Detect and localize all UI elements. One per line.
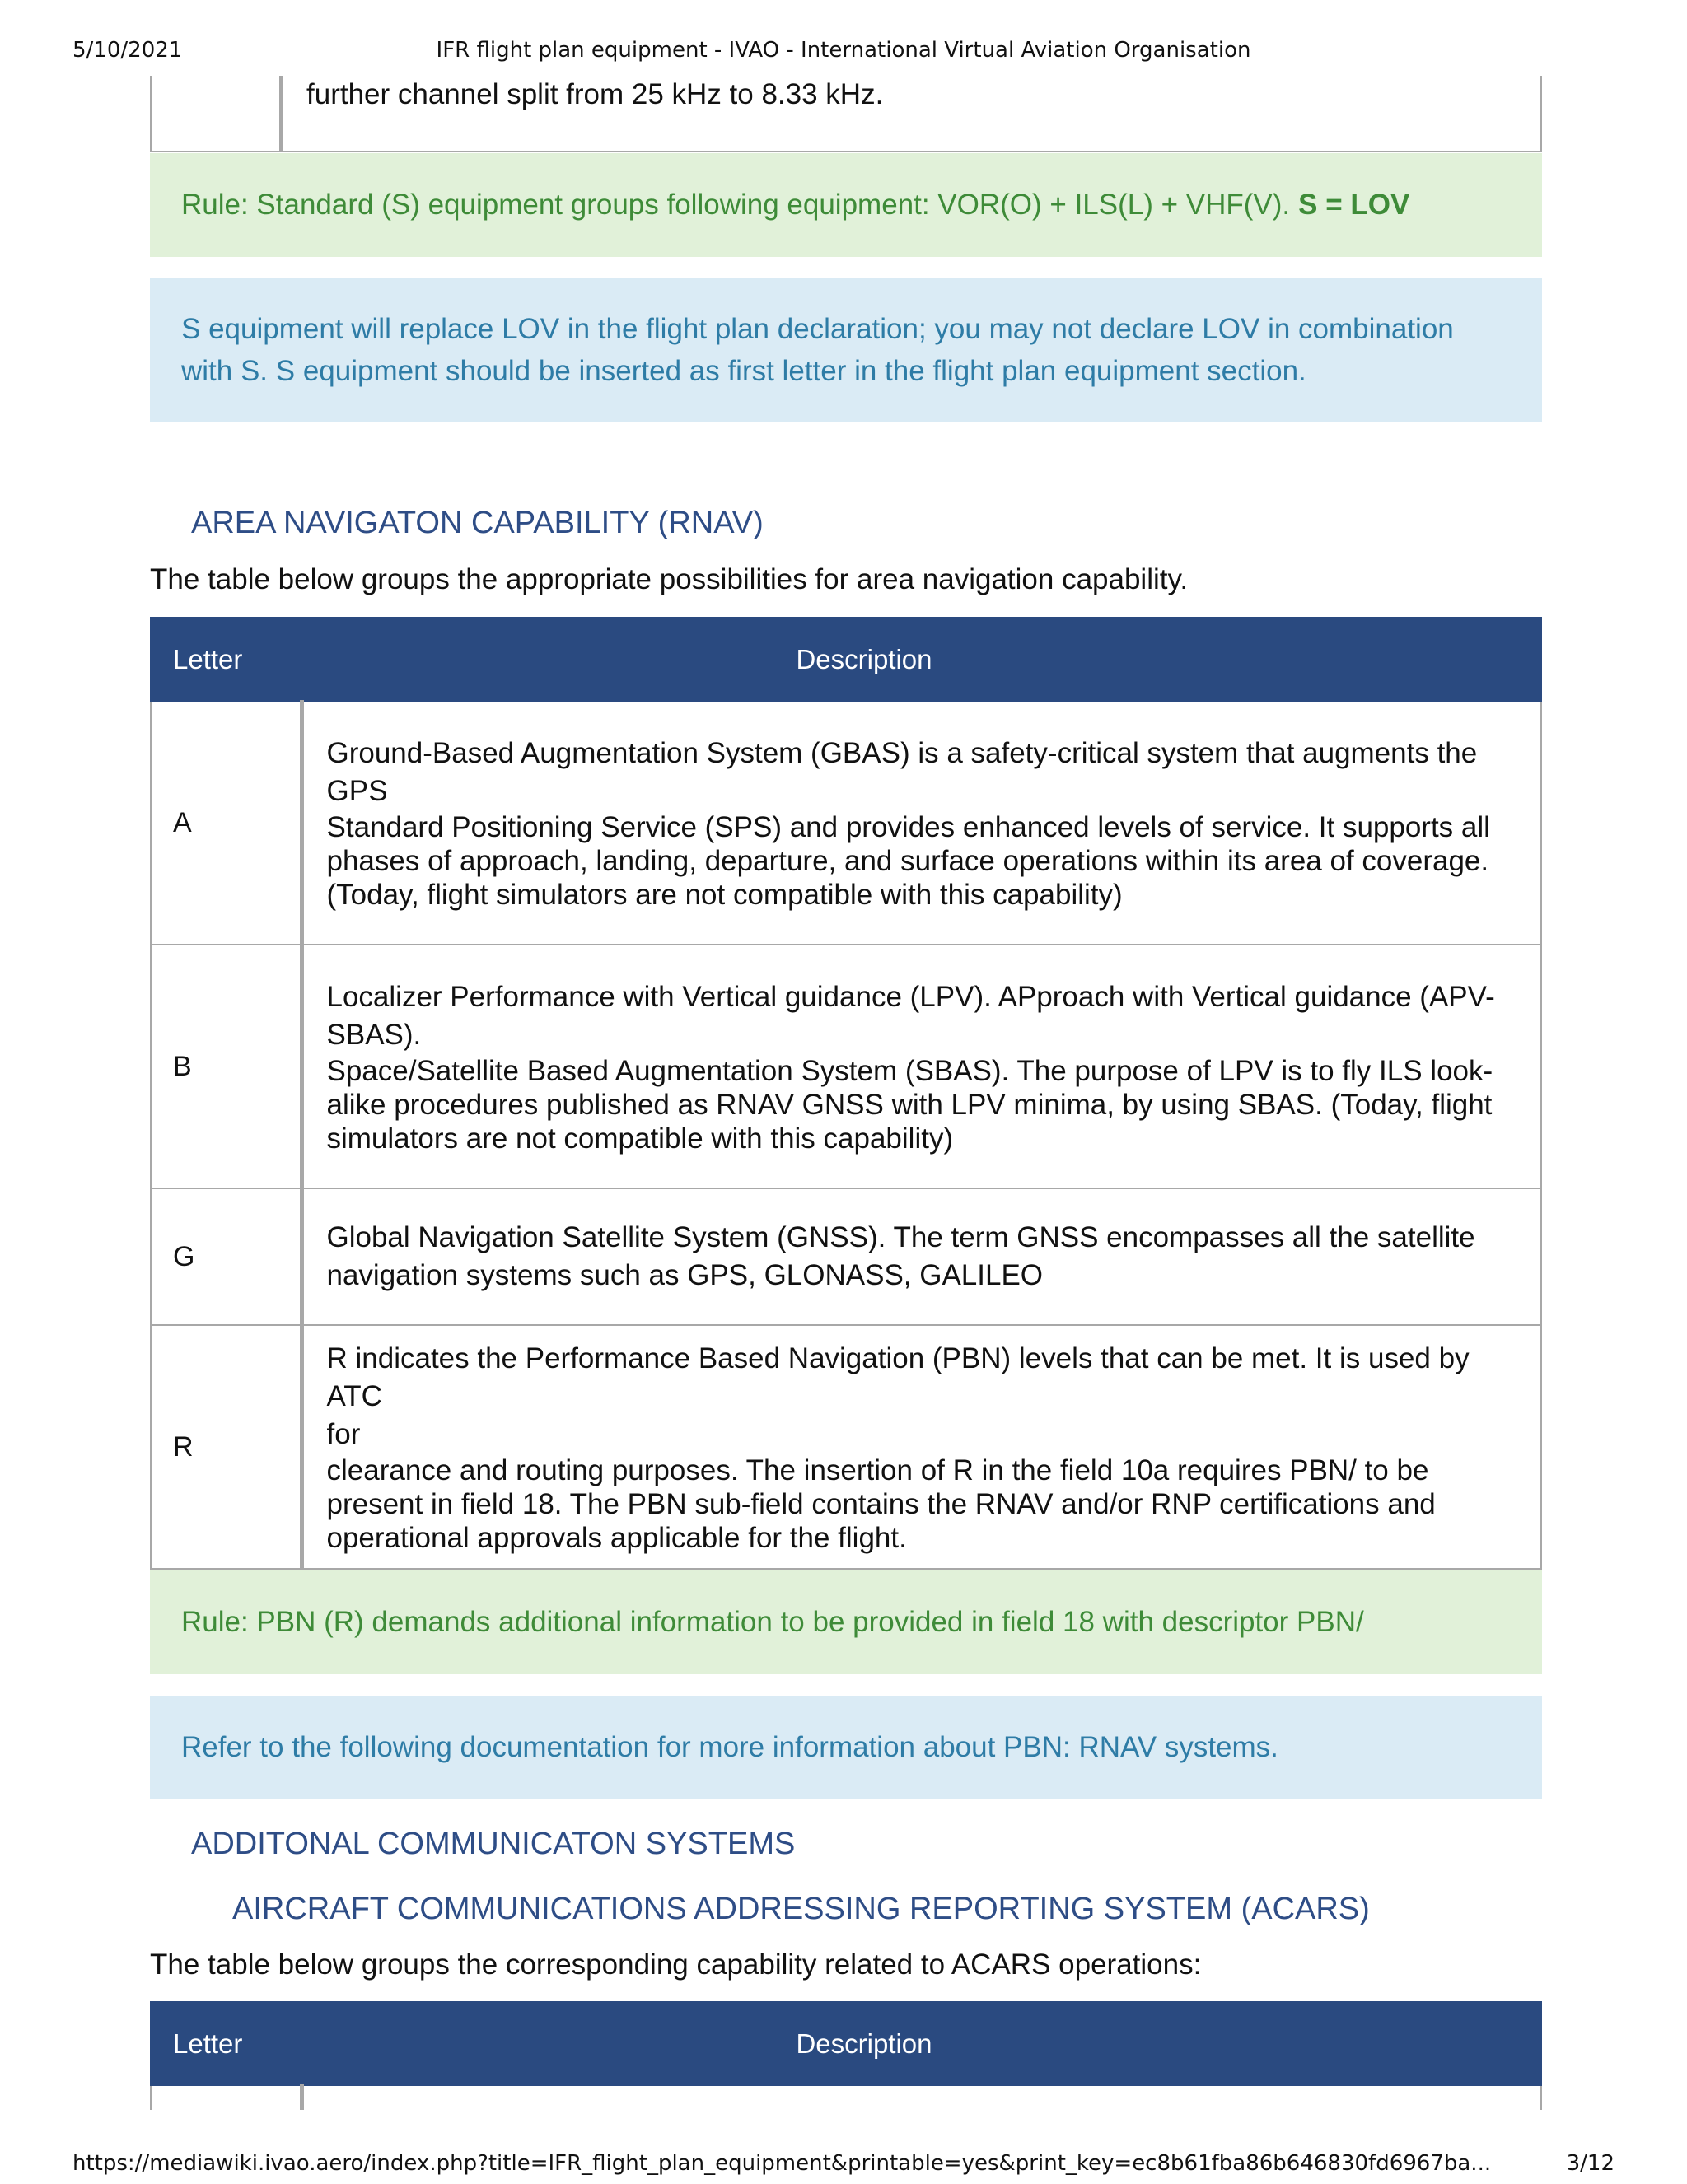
- description-line: clearance and routing purposes. The insertion of R in the field 10a requires PBN/ to be: [326, 1454, 1429, 1486]
- table-cell-letter: [151, 2085, 301, 2110]
- description-line: alike procedures published as RNAV GNSS with LPV minima, by using SBAS. (Today, flight: [326, 1088, 1493, 1121]
- page-number: 3/12: [1566, 2151, 1615, 2176]
- print-title: IFR flight plan equipment - IVAO - International Virtual Aviation Organisation: [436, 38, 1251, 63]
- description-line: Localizer Performance with Vertical guidance (LPV). APproach with Vertical guidance (APV-: [326, 980, 1495, 1013]
- acars-table: [150, 2001, 1542, 2110]
- table-cell-description: [301, 701, 1541, 945]
- column-header-description: Description: [301, 618, 1541, 701]
- table-cell-letter: A: [151, 701, 301, 945]
- print-url: https://mediawiki.ivao.aero/index.php?title=IFR_flight_plan_equipment&printable=yes&print_key=ec8b61fba86b646830fd6967ba...: [72, 2151, 1492, 2176]
- acars-intro: The table below groups the corresponding capability related to ACARS operations:: [150, 1948, 1202, 1981]
- table-row: [151, 701, 1541, 945]
- description-line: GPS: [326, 774, 388, 807]
- description-line: navigation systems such as GPS, GLONASS, GALILEO: [326, 1259, 1044, 1291]
- table-row: [151, 2085, 1541, 2110]
- table-row: [151, 76, 1541, 152]
- rule-box-pbn: [150, 1570, 1542, 1674]
- subsection-heading-acars: AIRCRAFT COMMUNICATIONS ADDRESSING REPORTING SYSTEM (ACARS): [232, 1892, 1370, 1926]
- print-header: [0, 38, 1687, 71]
- description-line: Global Navigation Satellite System (GNSS). The term GNSS encompasses all the satellite: [326, 1221, 1475, 1253]
- description-line: present in field 18. The PBN sub-field contains the RNAV and/or RNP certifications and: [326, 1487, 1436, 1520]
- table-header-row: [151, 2002, 1541, 2085]
- section-heading-additional-communication: ADDITONAL COMMUNICATON SYSTEMS: [191, 1827, 796, 1861]
- rule-box-standard: [150, 153, 1542, 257]
- table-row: [151, 1188, 1541, 1325]
- rule-text: Rule: PBN (R) demands additional information to be provided in field 18 with descriptor PBN/: [181, 1606, 1364, 1638]
- print-date: 5/10/2021: [72, 38, 183, 63]
- note-box-pbn: [150, 1696, 1542, 1799]
- table-cell-description: [301, 945, 1541, 1188]
- description-line: simulators are not compatible with this capability): [326, 1122, 954, 1155]
- row-text: further channel split from 25 kHz to 8.33 kHz.: [306, 78, 884, 110]
- description-line: Ground-Based Augmentation System (GBAS) is a safety-critical system that augments the: [326, 736, 1478, 769]
- column-header-letter: Letter: [151, 618, 301, 701]
- description-line: Standard Positioning Service (SPS) and provides enhanced levels of service. It supports all: [326, 810, 1490, 843]
- rule-strong-text: S = LOV: [1298, 189, 1410, 221]
- description-line: operational approvals applicable for the flight.: [326, 1521, 907, 1554]
- table-cell-letter: G: [151, 1188, 301, 1325]
- top-continuation-table: [150, 76, 1542, 152]
- description-line: for: [326, 1417, 361, 1450]
- table-header-row: [151, 618, 1541, 701]
- rule-text: Rule: Standard (S) equipment groups following equipment: VOR(O) + ILS(L) + VHF(V).: [181, 189, 1291, 221]
- table-cell-description: [301, 1188, 1541, 1325]
- section-heading-rnav: AREA NAVIGATON CAPABILITY (RNAV): [191, 506, 764, 540]
- description-line: (Today, flight simulators are not compatible with this capability): [326, 878, 1123, 911]
- print-footer: [0, 2151, 1687, 2184]
- column-header-description: Description: [301, 2002, 1541, 2085]
- column-header-letter: Letter: [151, 2002, 301, 2085]
- table-cell-description: [301, 1325, 1541, 1569]
- note-text: Refer to the following documentation for more information about PBN: RNAV systems.: [181, 1731, 1278, 1763]
- description-line: Space/Satellite Based Augmentation System (SBAS). The purpose of LPV is to fly ILS look-: [326, 1054, 1493, 1087]
- table-cell-letter: R: [151, 1325, 301, 1569]
- description-line: R indicates the Performance Based Navigation (PBN) levels that can be met. It is used by ATC: [326, 1342, 1470, 1412]
- note-line: with S. S equipment should be inserted as first letter in the flight plan equipment section.: [181, 355, 1306, 387]
- rnav-table: [150, 617, 1542, 1570]
- table-cell-description: [282, 76, 1542, 152]
- table-cell-description: [301, 2085, 1541, 2110]
- note-line: S equipment will replace LOV in the flight plan declaration; you may not declare LOV in combination: [181, 313, 1454, 345]
- note-box-s-equipment: [150, 278, 1542, 422]
- description-line: phases of approach, landing, departure, and surface operations within its area of coverage.: [326, 844, 1489, 877]
- rnav-intro: The table below groups the appropriate possibilities for area navigation capability.: [150, 563, 1189, 595]
- description-line: SBAS).: [326, 1018, 422, 1051]
- table-cell-letter: B: [151, 945, 301, 1188]
- table-cell-letter: [151, 76, 282, 152]
- table-row: [151, 1325, 1541, 1569]
- table-row: [151, 945, 1541, 1188]
